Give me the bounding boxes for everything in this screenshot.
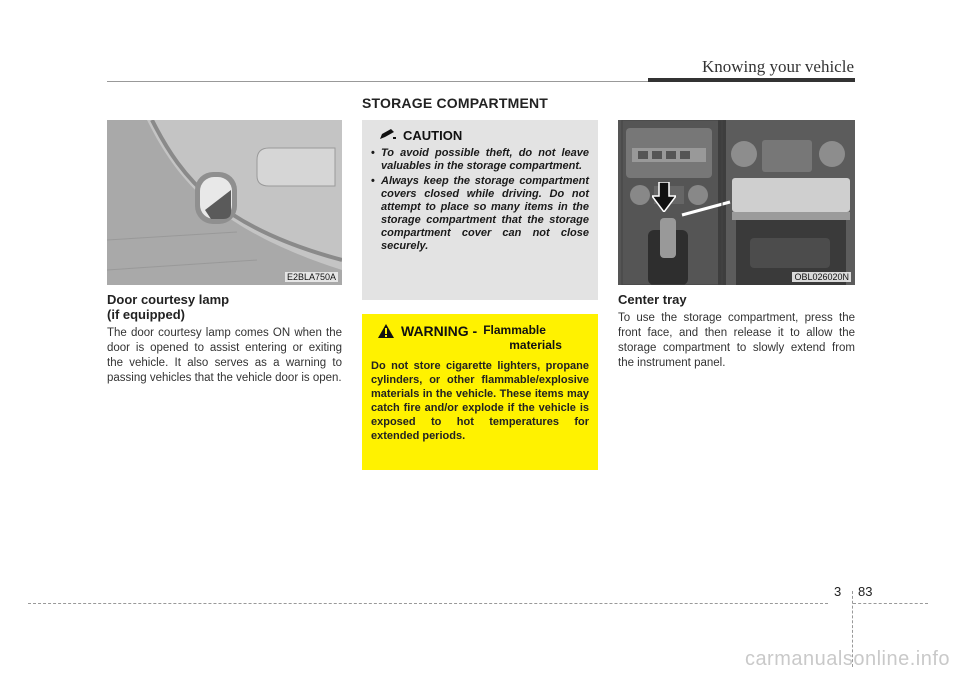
warning-header — [377, 323, 589, 353]
caution-title: CAUTION — [403, 128, 463, 143]
watermark: carmanualsonline.info — [744, 648, 950, 670]
warning-box — [362, 314, 598, 470]
footer-rule-right — [853, 603, 928, 604]
door-lamp-heading — [107, 292, 229, 322]
warning-text: Do not store cigarette lighters, propane cylinders, or other flammable/explosive materials in the vehicle. These items may catch fire and/or explode if the vehicle is exposed to hot temperatures for extended periods. — [371, 360, 589, 442]
chapter-number: 3 — [834, 584, 842, 599]
main-heading: STORAGE COMPARTMENT — [362, 95, 549, 111]
page-number: 83 — [858, 584, 873, 599]
center-tray-heading: Center tray — [618, 292, 687, 307]
caution-pencil-icon — [379, 128, 397, 143]
warning-triangle-icon — [377, 323, 395, 344]
warning-subject-line2: materials — [509, 338, 562, 352]
caution-item: • To avoid possible theft, do not leave valuables in the storage compartment. — [371, 147, 589, 173]
center-tray-body: To use the storage compartment, press the front face, and then release it to allow the storage compartment to slowly extend from the instrument panel. — [618, 312, 855, 369]
warning-subject — [483, 323, 562, 353]
door-lamp-body: The door courtesy lamp comes ON when the door is opened to assist entering or exiting the vehicle. It also serves as a warning to passing vehicles that the vehicle door is open. — [107, 327, 342, 384]
footer-rule — [28, 603, 828, 604]
caution-item: • Always keep the storage compartment covers closed while driving. Do not attempt to place so many items in the storage compartment that the storage compartment cover can not close securely. — [371, 175, 589, 253]
photo-code: E2BLA750A — [286, 272, 336, 282]
down-arrow-icon — [652, 182, 676, 217]
door-lamp-illustration — [107, 120, 342, 285]
door-lamp-heading-line1: Door courtesy lamp — [107, 292, 230, 307]
header-rule-accent — [648, 78, 855, 82]
caution-list — [371, 147, 589, 253]
photo-code: OBL026020N — [794, 272, 849, 282]
warning-subject-line1: Flammable — [483, 323, 546, 337]
center-tray-photo — [618, 120, 855, 285]
caution-header — [379, 128, 589, 143]
warning-label: WARNING - — [401, 323, 478, 339]
door-lamp-heading-line2: (if equipped) — [107, 307, 185, 322]
section-title: Knowing your vehicle — [701, 57, 854, 76]
door-lamp-photo — [107, 120, 342, 285]
caution-box — [362, 120, 598, 300]
